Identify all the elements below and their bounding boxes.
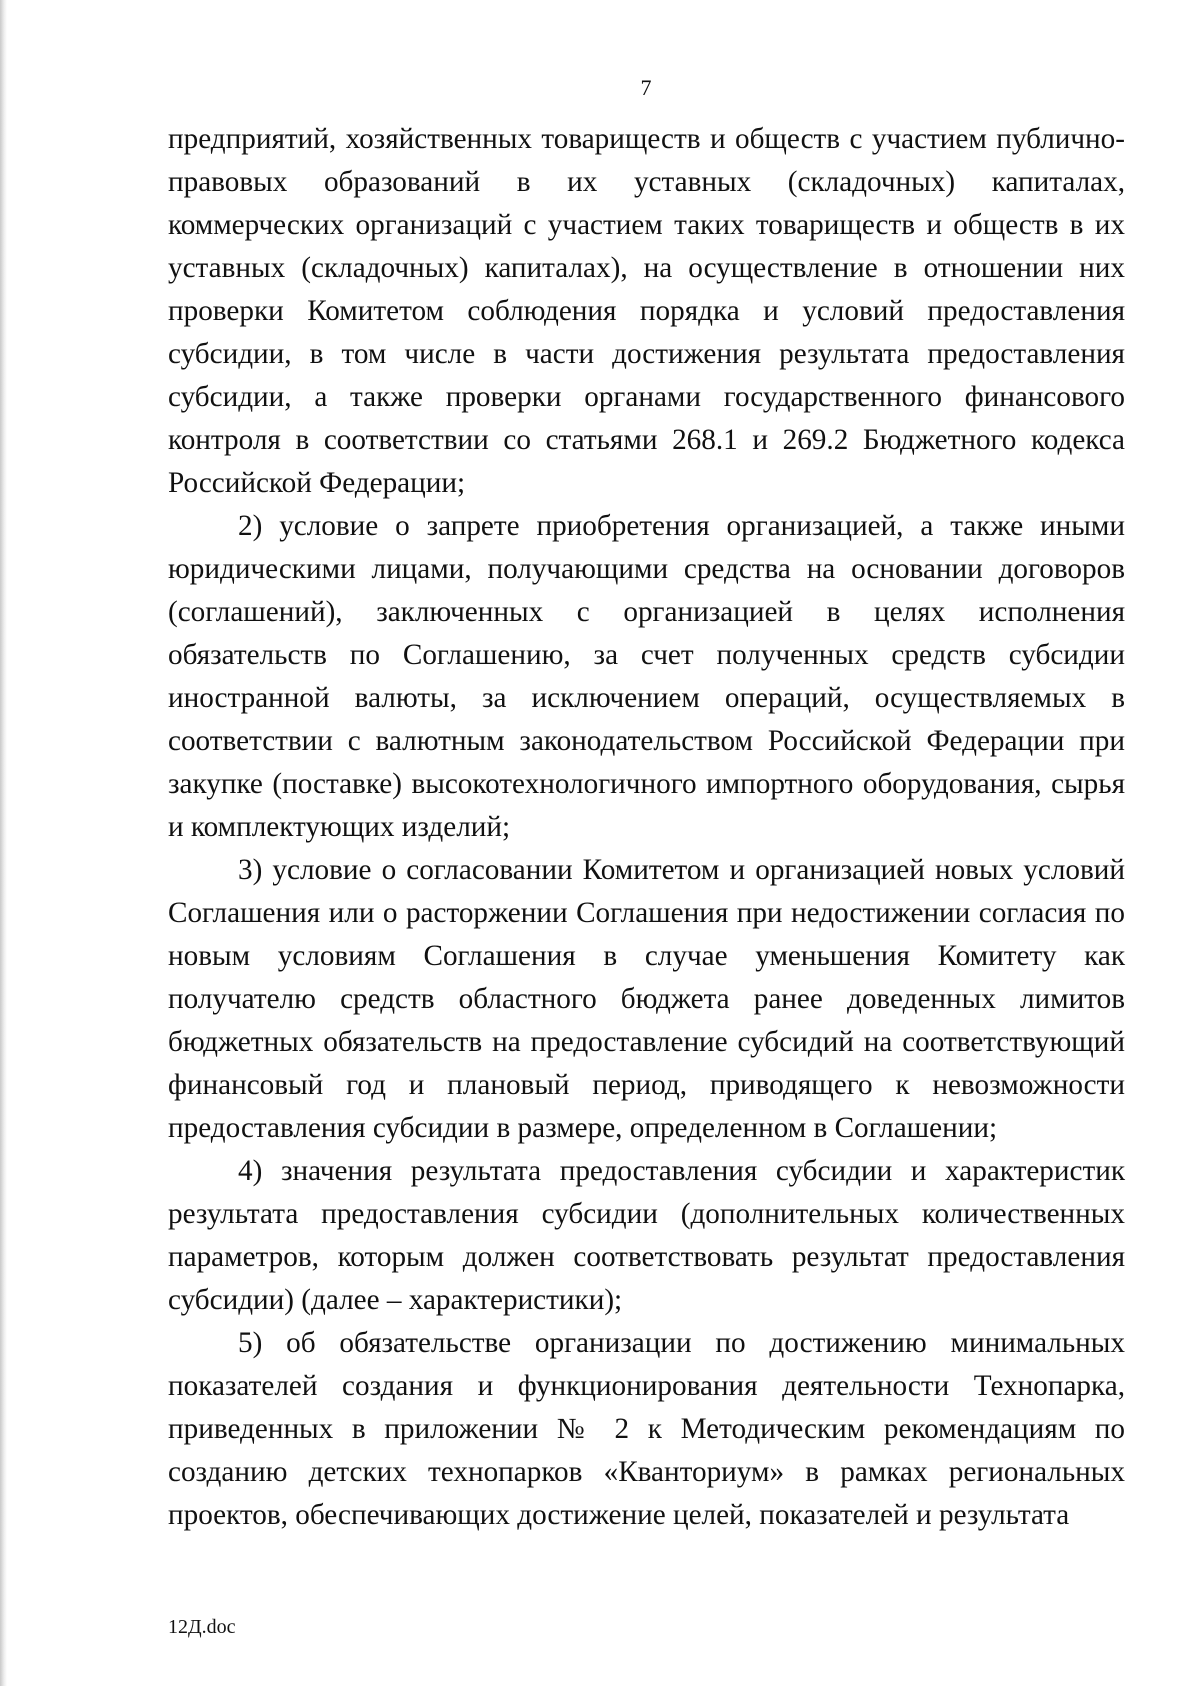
- paragraph-item-3: 3) условие о согласовании Комитетом и организацией новых условий Соглашения или о расторжении Соглашения при недостижении согласия по новым условиям Соглашения в случае уменьшения Комитету как получателю средств областного бюджета ранее доведенных лимитов бюджетных обязательств на предоставление субсидий на соответствующий финансовый год и плановый период, приводящего к невозможности предоставления субсидии в размере, определенном в Соглашении;: [168, 854, 1125, 1144]
- page-number: 7: [640, 75, 652, 100]
- paragraph-continuation: предприятий, хозяйственных товариществ и обществ с участием публично-правовых образований в их уставных (складочных) капиталах, коммерческих организаций с участием таких товариществ и обществ в их уставных (складочных) капиталах), на осуществление в отношении них проверки Комитетом соблюдения порядка и условий предоставления субсидии, в том числе в части достижения результата предоставления субсидии, а также проверки органами государственного финансового контроля в соответствии со статьями 268.1 и 269.2 Бюджетного кодекса Российской Федерации;: [168, 123, 1125, 499]
- paragraph-item-4: 4) значения результата предоставления субсидии и характеристик результата предоставления субсидии (дополнительных количественных параметров, которым должен соответствовать результат предоставления субсидии) (далее – характеристики);: [168, 1155, 1125, 1316]
- scan-page-edge: [0, 0, 7, 1686]
- file-name-footer: 12Д.doc: [168, 1616, 236, 1638]
- paragraph-item-2: 2) условие о запрете приобретения организацией, а также иными юридическими лицами, получающими средства на основании договоров (соглашений), заключенных с организацией в целях исполнения обязательств по Соглашению, за счет полученных средств субсидии иностранной валюты, за исключением операций, осуществляемых в соответствии с валютным законодательством Российской Федерации при закупке (поставке) высокотехнологичного импортного оборудования, сырья и комплектующих изделий;: [168, 510, 1125, 843]
- document-body: [168, 118, 1125, 1537]
- paragraph-item-5: 5) об обязательстве организации по достижению минимальных показателей создания и функционирования деятельности Технопарка, приведенных в приложении № 2 к Методическим рекомендациям по созданию детских технопарков «Кванториум» в рамках региональных проектов, обеспечивающих достижение целей, показателей и результата: [168, 1327, 1125, 1531]
